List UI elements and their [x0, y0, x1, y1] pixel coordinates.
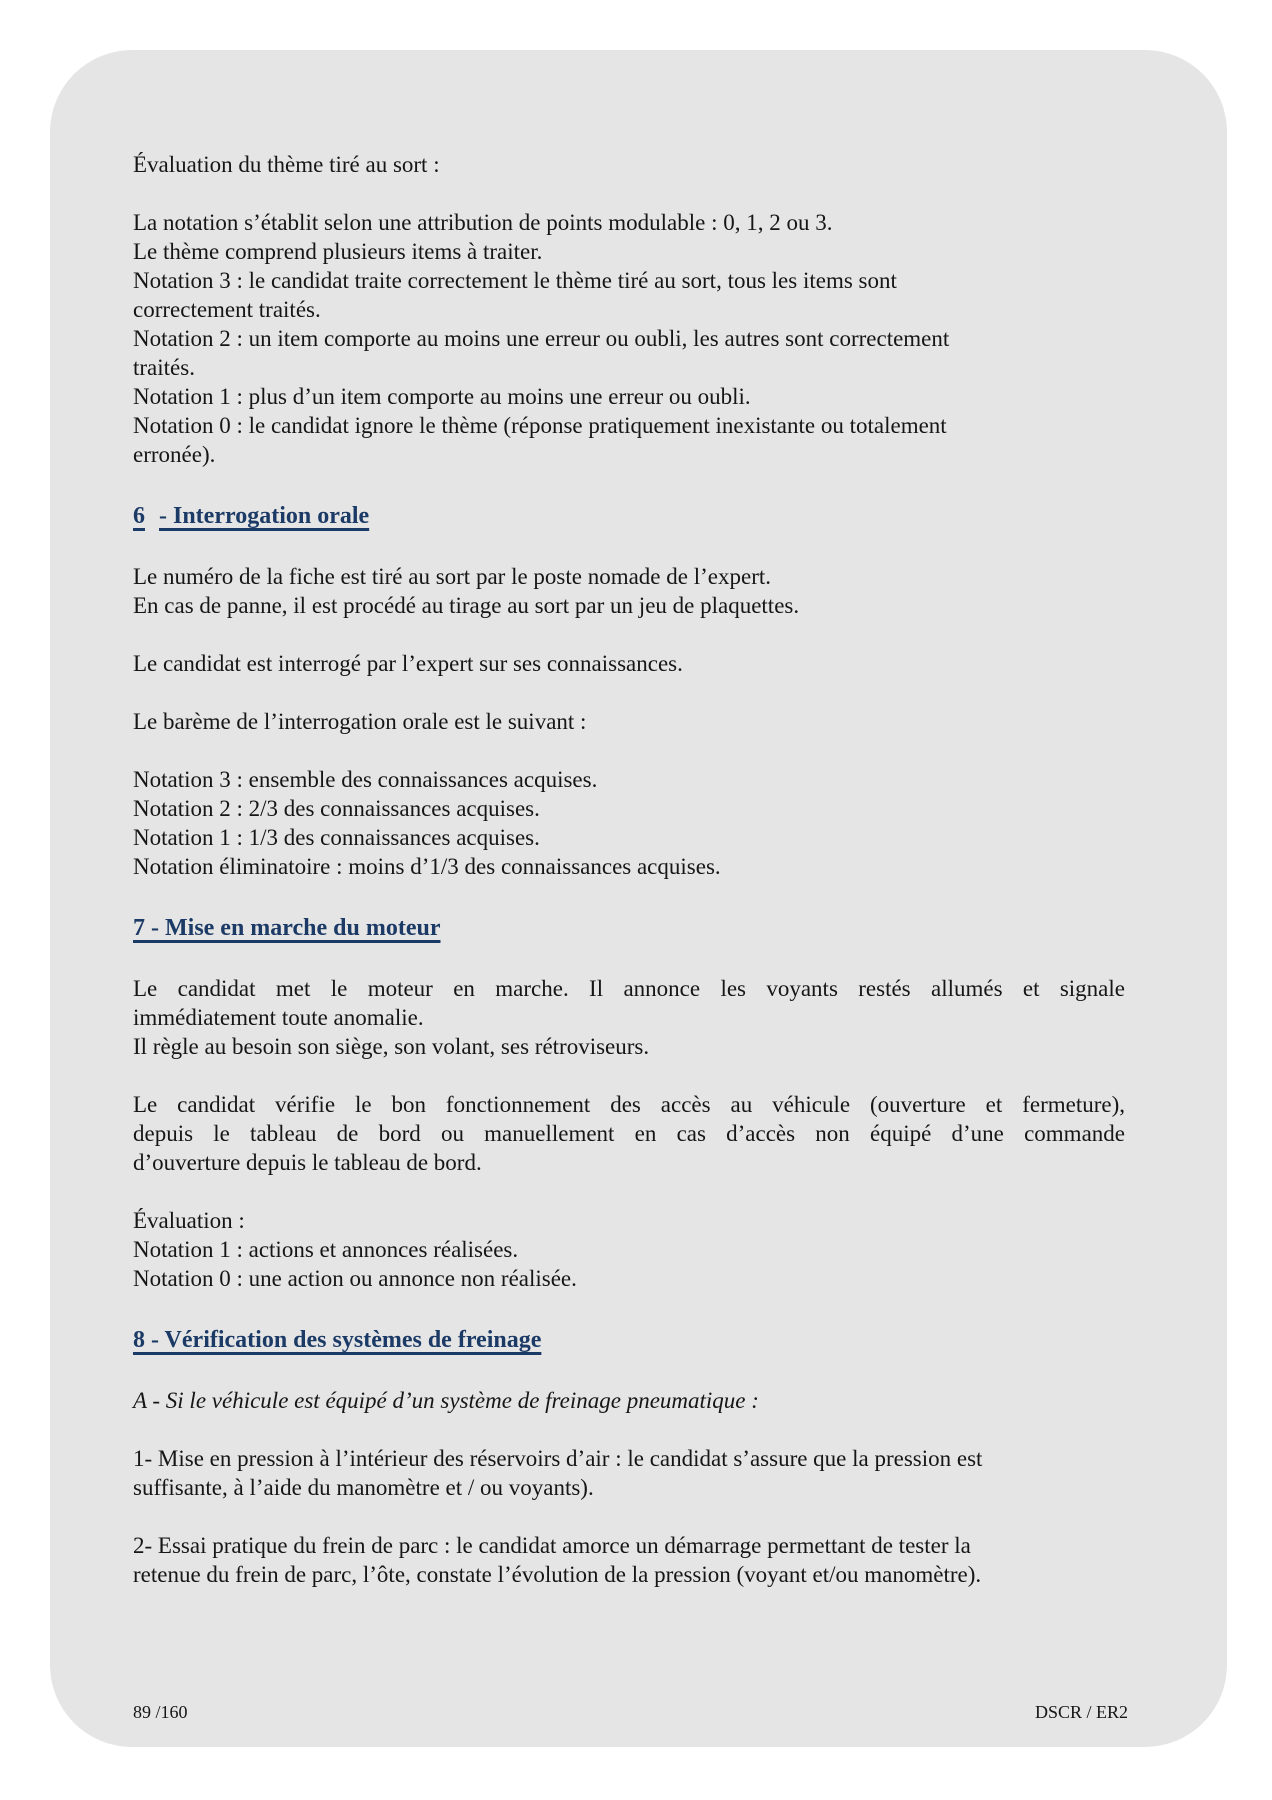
paragraph-notation-scale: [133, 208, 1125, 469]
paragraph-line: La notation s’établit selon une attribution de points modulable : 0, 1, 2 ou 3.: [133, 210, 833, 235]
footer-doc-ref: DSCR / ER2: [1034, 1702, 1128, 1722]
paragraph-line: depuis le tableau de bord ou manuellement en cas d’accès non équipé d’une commande: [133, 1121, 1125, 1146]
document-page: [50, 50, 1227, 1747]
paragraph-line: Notation 2 : 2/3 des connaissances acquises.: [133, 796, 540, 821]
paragraph-line: Notation 3 : ensemble des connaissances acquises.: [133, 767, 598, 792]
paragraph-line: Le barème de l’interrogation orale est le suivant :: [133, 709, 587, 734]
paragraph-line: Évaluation du thème tiré au sort :: [133, 152, 440, 177]
paragraph-line: 2- Essai pratique du frein de parc : le candidat amorce un démarrage permettant de tester la: [133, 1533, 971, 1558]
paragraph-line: Notation 2 : un item comporte au moins une erreur ou oubli, les autres sont correctement: [133, 326, 950, 351]
paragraph-line: Notation éliminatoire : moins d’1/3 des connaissances acquises.: [133, 854, 721, 879]
paragraph-acces-vehicule: [133, 1090, 1125, 1177]
heading-title: 8 - Vérification des systèmes de freinage: [133, 1327, 542, 1353]
document-content: [133, 150, 1125, 1589]
heading-number: 6: [133, 503, 145, 529]
paragraph-line: Notation 3 : le candidat traite correctement le thème tiré au sort, tous les items sont: [133, 268, 897, 293]
paragraph-eval-theme-lead: [133, 150, 1125, 179]
paragraph-line: En cas de panne, il est procédé au tirage au sort par un jeu de plaquettes.: [133, 593, 800, 618]
paragraph-line: d’ouverture depuis le tableau de bord.: [133, 1150, 482, 1175]
paragraph-line: erronée).: [133, 442, 216, 467]
paragraph-line: Notation 1 : actions et annonces réalisées.: [133, 1237, 519, 1262]
paragraph-line: correctement traités.: [133, 297, 321, 322]
section-heading-6: [133, 500, 1125, 533]
paragraph-line: Notation 1 : plus d’un item comporte au moins une erreur ou oubli.: [133, 384, 751, 409]
section-heading-8: [133, 1324, 1125, 1357]
paragraph-mise-en-pression: [133, 1444, 1125, 1502]
paragraph-line: suffisante, à l’aide du manomètre et / ou voyants).: [133, 1475, 594, 1500]
paragraph-line-italic: A - Si le véhicule est équipé d’un système de freinage pneumatique :: [133, 1388, 759, 1413]
footer-page-number: 89 /160: [133, 1702, 188, 1722]
paragraph-line: Le candidat vérifie le bon fonctionnement des accès au véhicule (ouverture et fermeture),: [133, 1092, 1125, 1117]
paragraph-line: retenue du frein de parc, l’ôte, constate l’évolution de la pression (voyant et/ou manomètre).: [133, 1562, 982, 1587]
paragraph-line: Le candidat met le moteur en marche. Il annonce les voyants restés allumés et signale: [133, 976, 1125, 1001]
heading-title: - Interrogation orale: [159, 503, 370, 529]
paragraph-bareme-notations: [133, 765, 1125, 881]
paragraph-line: Évaluation :: [133, 1208, 245, 1233]
paragraph-line: 1- Mise en pression à l’intérieur des réservoirs d’air : le candidat s’assure que la pression est: [133, 1446, 983, 1471]
paragraph-freinage-pneumatique: [133, 1386, 1125, 1415]
paragraph-bareme-lead: [133, 707, 1125, 736]
paragraph-line: Le numéro de la fiche est tiré au sort par le poste nomade de l’expert.: [133, 564, 771, 589]
paragraph-line: Le candidat est interrogé par l’expert sur ses connaissances.: [133, 651, 683, 676]
paragraph-moteur-marche: [133, 974, 1125, 1061]
heading-title: 7 - Mise en marche du moteur: [133, 915, 441, 941]
page-footer: [133, 1701, 1128, 1723]
paragraph-line: Notation 0 : une action ou annonce non réalisée.: [133, 1266, 577, 1291]
paragraph-line: Notation 1 : 1/3 des connaissances acquises.: [133, 825, 540, 850]
section-heading-7: [133, 912, 1125, 945]
paragraph-fiche-tirage: [133, 562, 1125, 620]
paragraph-line: traités.: [133, 355, 195, 380]
paragraph-line: Le thème comprend plusieurs items à traiter.: [133, 239, 543, 264]
paragraph-evaluation-7: [133, 1206, 1125, 1293]
paragraph-essai-frein-parc: [133, 1531, 1125, 1589]
paragraph-line: Notation 0 : le candidat ignore le thème (réponse pratiquement inexistante ou totalement: [133, 413, 947, 438]
paragraph-line: Il règle au besoin son siège, son volant, ses rétroviseurs.: [133, 1034, 650, 1059]
paragraph-interrogation: [133, 649, 1125, 678]
paragraph-line: immédiatement toute anomalie.: [133, 1005, 424, 1030]
